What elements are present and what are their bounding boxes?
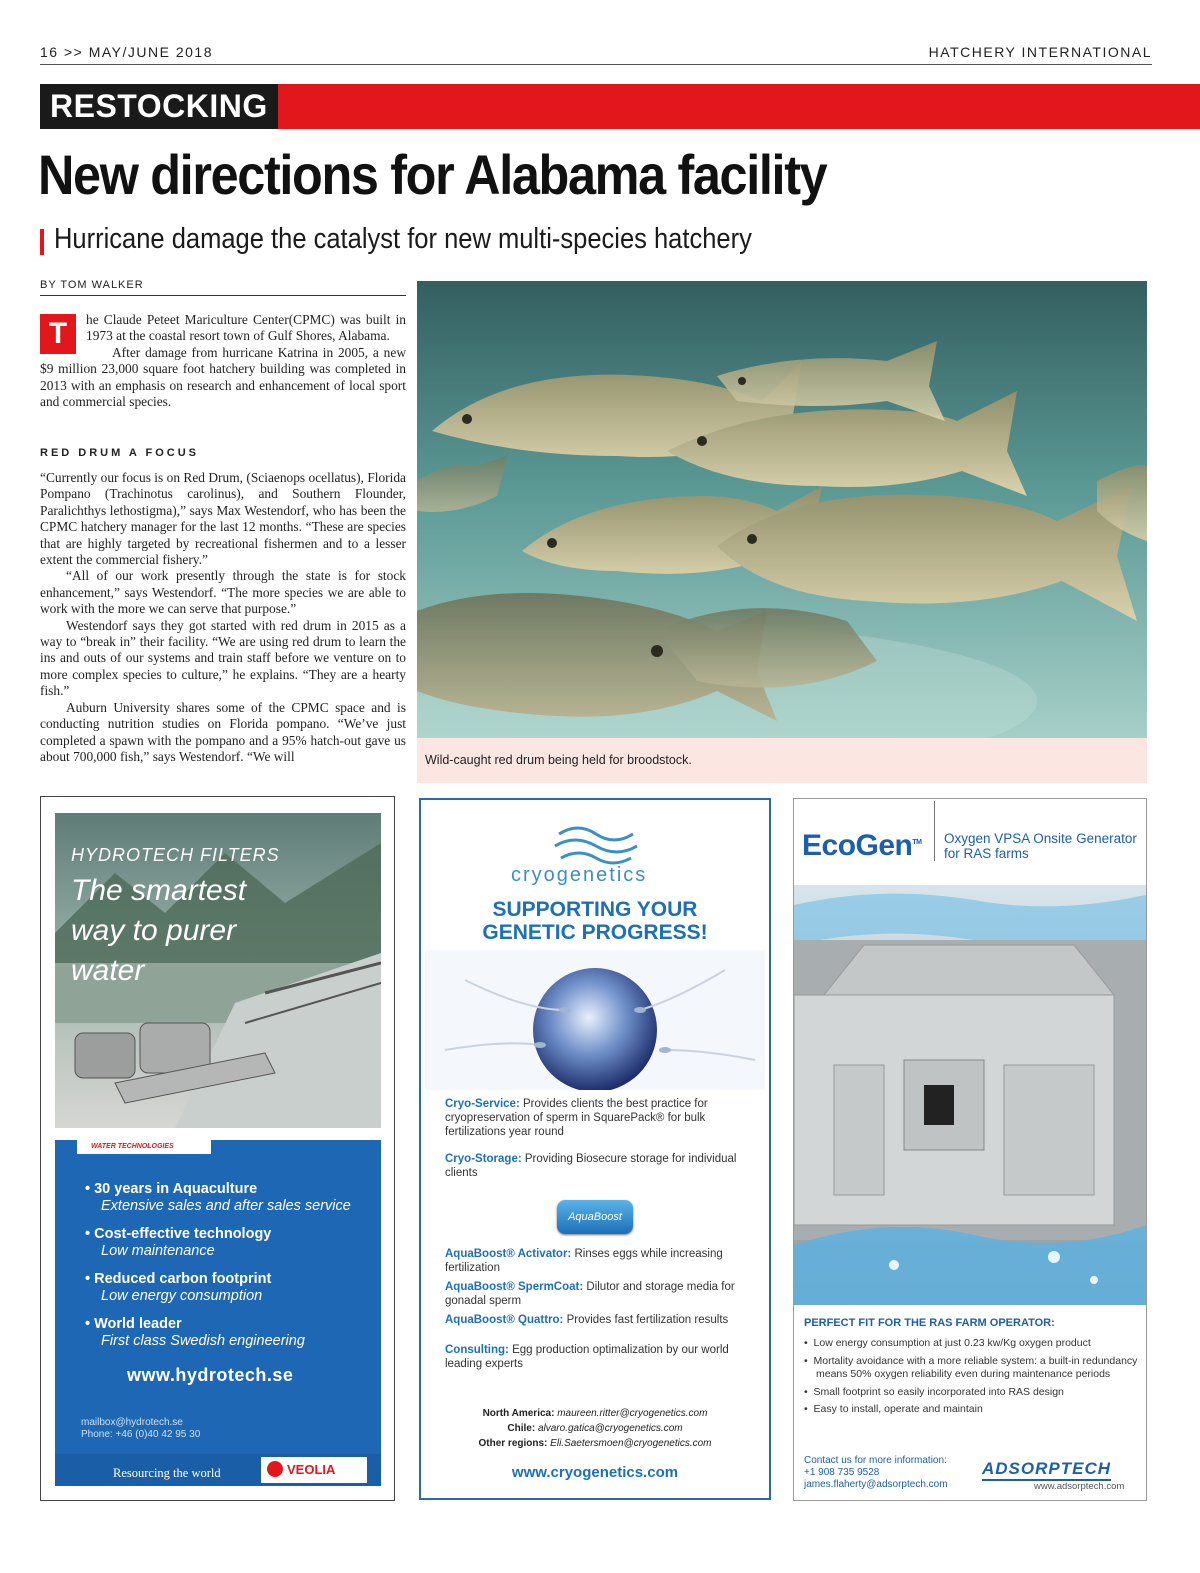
headline-line: SUPPORTING YOUR <box>492 898 698 921</box>
ecogen-product <box>944 831 1137 861</box>
bullet-title: World leader <box>94 1316 182 1332</box>
tagline-line: water <box>71 954 145 987</box>
hydrotech-email[interactable]: mailbox@hydrotech.se <box>81 1417 183 1428</box>
article-body <box>40 470 406 765</box>
service-item <box>445 1313 751 1327</box>
bullet-title: Reduced carbon footprint <box>94 1271 272 1287</box>
contact-row <box>421 1436 769 1451</box>
ecogen-photo <box>794 885 1146 1305</box>
header-rule <box>40 64 1152 65</box>
cryogenetics-headline <box>421 898 769 944</box>
aquaboost-products <box>445 1247 751 1371</box>
service-text: Provides clients the best practice for cryopreservation of sperm in SquarePack® for bulk fertilizations year round <box>445 1098 708 1138</box>
contact-row <box>421 1421 769 1436</box>
bullet-item: • World leader First class Swedish engineering <box>85 1316 351 1350</box>
product-line: for RAS farms <box>944 846 1029 861</box>
contact-email[interactable]: alvaro.gatica@cryogenetics.com <box>537 1423 683 1434</box>
feature-item: • Low energy consumption at just 0.23 kw/Kg oxygen product <box>804 1337 1091 1349</box>
cryogenetics-logo: cryogenetics <box>511 864 648 886</box>
tagline-line: way to purer <box>71 914 237 947</box>
service-item <box>445 1152 751 1180</box>
trademark: TM <box>912 839 922 846</box>
ecogen-fit-title: PERFECT FIT FOR THE RAS FARM OPERATOR: <box>804 1317 1055 1329</box>
bullet-title: 30 years in Aquaculture <box>94 1181 258 1197</box>
article-subhead: RED DRUM A FOCUS <box>40 447 200 459</box>
ecogen-wordmark: EcoGen <box>802 829 913 862</box>
feature-text: Small footprint so easily incorporated into RAS design <box>813 1385 1064 1398</box>
ecogen-ad[interactable] <box>793 798 1147 1501</box>
hydrotech-ad[interactable] <box>40 796 395 1501</box>
hydrotech-phone: Phone: +46 (0)40 42 95 30 <box>81 1429 201 1440</box>
hydrotech-bullets <box>85 1181 351 1350</box>
service-name: AquaBoost® SpermCoat: <box>445 1281 584 1293</box>
cryogenetics-services <box>445 1097 751 1180</box>
subhead-marker <box>40 229 44 255</box>
service-text: Rinses eggs while increasing fertilization <box>445 1248 723 1274</box>
drop-cap: T <box>40 314 76 354</box>
fish-illustration <box>417 281 1147 738</box>
cryogenetics-ad[interactable] <box>419 798 771 1500</box>
service-item <box>445 1280 751 1308</box>
product-line: Oxygen VPSA Onsite Generator <box>944 831 1137 846</box>
aquaboost-wordmark: AquaBoost <box>568 1211 622 1223</box>
article-paragraph: he Claude Peteet Mariculture Center(CPMC) was built in 1973 at the coastal resort town of Gulf Shores, Alabama. <box>86 312 406 344</box>
article-paragraph: “All of our work presently through the state is for stock enhancement,” says Westendorf. “The more species we are able to work with the more we can serve that purpose.” <box>40 568 406 617</box>
red-drum-photo <box>417 281 1147 738</box>
photo-caption: Wild-caught red drum being held for broodstock. <box>425 753 692 767</box>
aquaboost-logo <box>557 1200 633 1234</box>
service-text: Dilutor and storage media for gonadal sperm <box>445 1281 735 1307</box>
egg-sperm-illustration <box>425 950 765 1090</box>
bullet-sub: First class Swedish engineering <box>101 1333 305 1349</box>
hydrotech-contact <box>81 1417 200 1441</box>
contact-email[interactable]: james.flaherty@adsorptech.com <box>804 1479 948 1490</box>
adsorptech-url-link[interactable]: www.adsorptech.com <box>1034 1481 1125 1492</box>
bullet-item: • 30 years in Aquaculture Extensive sales and after sales service <box>85 1181 351 1214</box>
service-name: Consulting: <box>445 1344 509 1356</box>
contact-email[interactable]: Eli.Saetersmoen@cryogenetics.com <box>550 1438 712 1449</box>
page-folio: 16 >> MAY/JUNE 2018 <box>40 44 213 60</box>
veolia-slogan: Resourcing the world <box>113 1466 221 1480</box>
contact-title: Contact us for more information: <box>804 1455 947 1466</box>
service-name: Cryo-Storage: <box>445 1153 522 1165</box>
tagline-line: The smartest <box>71 874 247 907</box>
contact-row <box>421 1406 769 1421</box>
veolia-icon <box>267 1461 283 1477</box>
feature-item: • Small footprint so easily incorporated into RAS design <box>804 1385 1064 1398</box>
headline: New directions for Alabama facility <box>38 143 827 206</box>
byline: BY TOM WALKER <box>40 279 144 291</box>
byline-rule <box>40 295 406 296</box>
contact-label: North America: <box>482 1408 555 1419</box>
ecogen-features <box>804 1337 1138 1417</box>
generator-illustration <box>794 885 1146 1305</box>
veolia-wordmark: VEOLIA <box>287 1462 336 1477</box>
article-paragraph: Auburn University shares some of the CPMC space and is conducting nutrition studies on Florida pompano. “We’ve just completed a spawn with the pompano and a 95% hatch-out gave us about 700,000 fish,” says Westendorf. “We will <box>40 699 406 764</box>
cryogenetics-contacts <box>421 1406 769 1451</box>
service-name: Cryo-Service: <box>445 1098 520 1110</box>
article-paragraph: After damage from hurricane Katrina in 2005, a new $9 million 23,000 square foot hatchery building was completed in 2013 with an emphasis on research and enhancement of local sport and commercial species. <box>40 344 406 410</box>
bullet-sub: Low energy consumption <box>101 1288 263 1304</box>
bullet-sub: Low maintenance <box>101 1243 215 1259</box>
water-technologies-badge: WATER TECHNOLOGIES <box>77 1140 211 1154</box>
service-name: AquaBoost® Activator: <box>445 1248 572 1260</box>
feature-item: • Mortality avoidance with a more reliable system: a built-in redundancy means 50% oxygen reliability even during maintenance periods <box>804 1354 1138 1380</box>
bullet-item: • Reduced carbon footprint Low energy consumption <box>85 1271 351 1305</box>
veolia-logo <box>261 1457 367 1483</box>
subheadline: Hurricane damage the catalyst for new multi-species hatchery <box>54 223 752 255</box>
headline-line: GENETIC PROGRESS! <box>482 921 708 944</box>
contact-label: Other regions: <box>478 1438 548 1449</box>
cryogenetics-wave-icon <box>553 820 639 868</box>
logo-divider <box>934 801 935 861</box>
feature-item: • Easy to install, operate and maintain <box>804 1403 983 1415</box>
cryogenetics-url-link[interactable]: www.cryogenetics.com <box>511 1464 679 1481</box>
adsorptech-logo: ADSORPTECH <box>982 1459 1111 1481</box>
bullet-title: Cost-effective technology <box>94 1226 272 1242</box>
ecogen-contact <box>804 1455 948 1491</box>
contact-phone: +1 908 735 9528 <box>804 1467 880 1478</box>
feature-text: Low energy consumption at just 0.23 kw/Kg oxygen product <box>813 1337 1091 1349</box>
publication-name: HATCHERY INTERNATIONAL <box>928 44 1152 60</box>
service-item <box>445 1343 751 1371</box>
article-intro <box>40 312 406 410</box>
service-item <box>445 1097 751 1139</box>
article-paragraph: “Currently our focus is on Red Drum, (Sciaenops ocellatus), Florida Pompano (Trachinotus carolinus), and Southern Flounder, Paralichthys lethostigma),” says Max Westendorf, who has been the CPMC hatchery manager for the last 12 months. “These are species that are highly targeted by recreational fishermen and to a lesser extent the commercial fishery.” <box>40 470 406 568</box>
bullet-item: • Cost-effective technology Low maintenance <box>85 1226 351 1260</box>
service-item <box>445 1247 751 1275</box>
hydrotech-tagline <box>71 871 246 991</box>
hydrotech-url-link[interactable]: www.hydrotech.se <box>127 1365 294 1385</box>
service-name: AquaBoost® Quattro: <box>445 1314 564 1326</box>
ecogen-logo <box>802 829 921 863</box>
service-text: Provides fast fertilization results <box>566 1314 729 1326</box>
feature-text: Easy to install, operate and maintain <box>813 1403 983 1415</box>
contact-label: Chile: <box>507 1423 536 1434</box>
feature-text: Mortality avoidance with a more reliable system: a built-in redundancy means 50% oxygen reliability even during maintenance periods <box>813 1354 1138 1380</box>
service-text: Providing Biosecure storage for individual clients <box>445 1153 737 1179</box>
contact-email[interactable]: maureen.ritter@cryogenetics.com <box>557 1408 708 1419</box>
section-label: RESTOCKING <box>40 84 278 129</box>
bullet-sub: Extensive sales and after sales service <box>101 1198 351 1214</box>
article-paragraph: Westendorf says they got started with red drum in 2015 as a way to “break in” their facility. “We are using red drum to learn the ins and outs of our systems and train staff before we venture on to more complex species to culture,” he explains. “They are a hearty fish.” <box>40 617 406 699</box>
hydrotech-brand: HYDROTECH FILTERS <box>71 845 280 865</box>
service-text: Egg production optimalization by our world leading experts <box>445 1344 729 1370</box>
